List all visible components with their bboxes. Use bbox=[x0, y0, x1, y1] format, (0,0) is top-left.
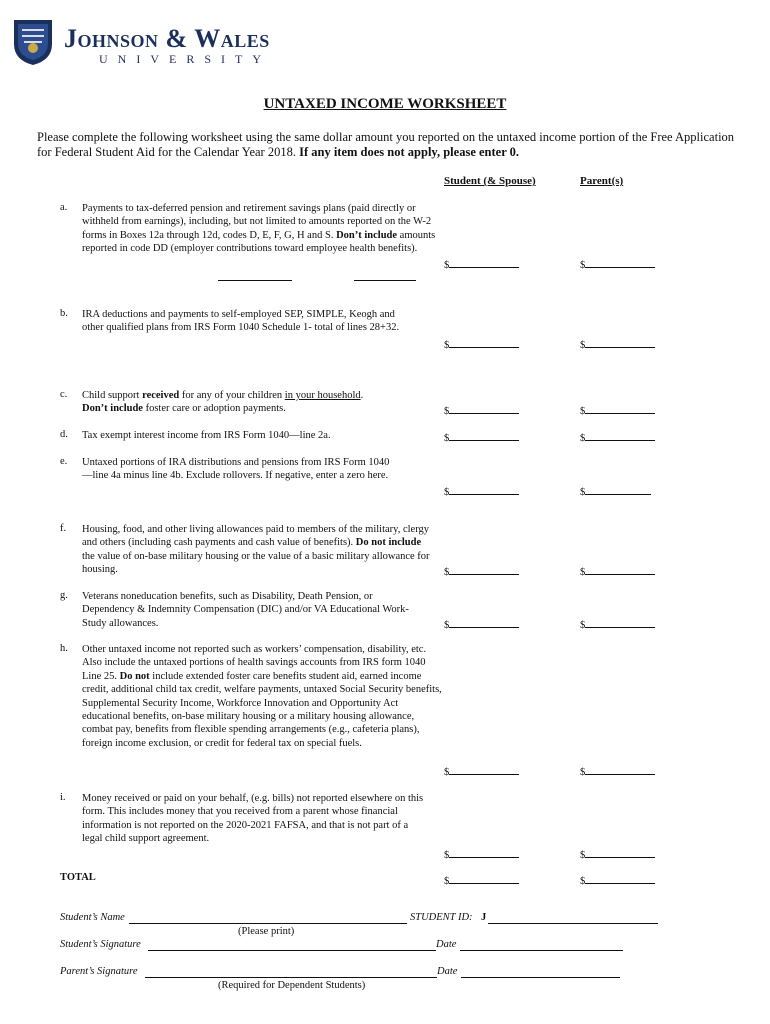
student-id-prefix: J bbox=[481, 912, 487, 923]
parent-date-field[interactable] bbox=[461, 977, 620, 978]
dollar-sign: $ bbox=[580, 850, 586, 861]
item-d-text: Tax exempt interest income from IRS Form 1040—line 2a. bbox=[82, 430, 331, 441]
dollar-sign: $ bbox=[580, 406, 586, 417]
parent-signature-label: Parent’s Signature bbox=[60, 966, 138, 977]
item-f-letter: f. bbox=[60, 523, 67, 534]
intro-paragraph bbox=[37, 130, 737, 160]
intro-text: Please complete the following worksheet using the same dollar amount you reported on the untaxed income portion of the Free Application for Federal Student Aid for the Calendar Year 2018. bbox=[37, 130, 735, 159]
item-c-student-amount[interactable] bbox=[444, 402, 519, 417]
item-d-letter: d. bbox=[60, 429, 68, 440]
dollar-sign: $ bbox=[444, 487, 450, 498]
please-print-note: (Please print) bbox=[238, 926, 295, 937]
dollar-sign: $ bbox=[580, 487, 586, 498]
dollar-sign: $ bbox=[580, 433, 586, 444]
item-c-bold: Don’t include bbox=[82, 403, 143, 415]
student-date-field[interactable] bbox=[460, 950, 623, 951]
item-c-underline: in your household bbox=[284, 390, 361, 401]
column-header-parent: Parent(s) bbox=[580, 175, 624, 187]
item-c-part: Child support bbox=[82, 390, 140, 401]
parent-signature-field[interactable] bbox=[145, 977, 437, 978]
item-e-student-amount[interactable] bbox=[444, 483, 519, 498]
column-header-student: Student (& Spouse) bbox=[444, 175, 536, 187]
item-e-letter: e. bbox=[60, 456, 68, 467]
item-f-bold: Do not include bbox=[355, 537, 422, 549]
dollar-sign: $ bbox=[580, 620, 586, 631]
dollar-sign: $ bbox=[444, 260, 450, 271]
item-a-text bbox=[82, 202, 452, 256]
dollar-sign: $ bbox=[580, 260, 586, 271]
item-i-parent-amount[interactable] bbox=[580, 846, 655, 861]
item-i-student-amount[interactable] bbox=[444, 846, 519, 861]
item-a-part: Payments to tax-deferred pension and retirement savings plans (paid directly or withheld from earnings), including, but not limited to amounts reported on the W-2 forms in Boxes 12a through 12d, codes D, E, F, G, H and S. bbox=[82, 203, 432, 241]
item-c-part: foster care or adoption payments. bbox=[145, 403, 286, 415]
logo-university: UNIVERSITY bbox=[99, 52, 271, 66]
item-g-parent-amount[interactable] bbox=[580, 616, 655, 631]
item-c-text bbox=[82, 389, 452, 416]
item-d-student-amount[interactable] bbox=[444, 429, 519, 444]
item-b-parent-amount[interactable] bbox=[580, 336, 655, 351]
item-i-letter: i. bbox=[60, 792, 66, 803]
item-h-parent-amount[interactable] bbox=[580, 763, 655, 778]
item-f-part: the value of on-base military housing or the value of a basic military allowance for housing. bbox=[82, 550, 430, 576]
dollar-sign: $ bbox=[444, 340, 450, 351]
item-h-text bbox=[82, 643, 447, 750]
item-d-parent-amount[interactable] bbox=[580, 429, 655, 444]
parent-date-label: Date bbox=[437, 966, 458, 977]
item-b-student-amount[interactable] bbox=[444, 336, 519, 351]
logo-wordmark: Johnson & Wales bbox=[64, 24, 270, 53]
item-h-student-amount[interactable] bbox=[444, 763, 519, 778]
item-b-text: IRA deductions and payments to self-employed SEP, SIMPLE, Keogh and other qualified plans from IRS Form 1040 Schedule 1- total of lines 28+32. bbox=[82, 309, 400, 334]
student-name-label: Student’s Name bbox=[60, 912, 125, 923]
blank-line bbox=[354, 280, 416, 281]
item-h-part: Other untaxed income not reported such as workers’ compensation, disability, etc. Also include the untaxed portions of health savings accounts from IRS form 1040 Line 25. bbox=[82, 644, 427, 682]
item-g-text: Veterans noneducation benefits, such as Disability, Death Pension, or Dependency & Indemnity Compensation (DIC) and/or VA Educational Work-Study allowances. bbox=[82, 591, 409, 629]
item-c-part: for any of your children bbox=[181, 390, 283, 401]
item-c-parent-amount[interactable] bbox=[580, 402, 655, 417]
dollar-sign: $ bbox=[444, 620, 450, 631]
total-parent-amount[interactable] bbox=[580, 872, 655, 887]
item-c-bold: received bbox=[142, 390, 180, 401]
dollar-sign: $ bbox=[580, 567, 586, 578]
item-f-parent-amount[interactable] bbox=[580, 563, 655, 578]
item-f-student-amount[interactable] bbox=[444, 563, 519, 578]
item-g-student-amount[interactable] bbox=[444, 616, 519, 631]
item-c-letter: c. bbox=[60, 389, 68, 400]
item-i-text: Money received or paid on your behalf, (e.g. bills) not reported elsewhere on this form. This includes money that you received from a parent whose financial information is not reported on the 2020-2021 FAFSA, and that is not part of a legal child support agreement. bbox=[82, 793, 424, 845]
dollar-sign: $ bbox=[444, 767, 450, 778]
item-h-letter: h. bbox=[60, 643, 68, 654]
dollar-sign: $ bbox=[444, 850, 450, 861]
dollar-sign: $ bbox=[444, 567, 450, 578]
item-e-text: Untaxed portions of IRA distributions and pensions from IRS Form 1040—line 4a minus line 4b. Exclude rollovers. If negative, enter a zero here. bbox=[82, 457, 390, 482]
page-title: UNTAXED INCOME WORKSHEET bbox=[263, 96, 507, 112]
item-a-bold: Don’t include bbox=[336, 229, 398, 241]
required-note: (Required for Dependent Students) bbox=[218, 980, 366, 991]
dollar-sign: $ bbox=[580, 876, 586, 887]
item-g-letter: g. bbox=[60, 590, 68, 601]
student-id-field[interactable] bbox=[488, 923, 658, 924]
item-a-letter: a. bbox=[60, 202, 68, 213]
item-e-parent-amount[interactable] bbox=[580, 483, 651, 498]
total-label: TOTAL bbox=[60, 872, 96, 883]
item-h-bold: Do not bbox=[119, 670, 150, 682]
dollar-sign: $ bbox=[444, 876, 450, 887]
student-date-label: Date bbox=[436, 939, 457, 950]
item-a-parent-amount[interactable] bbox=[580, 256, 655, 271]
dollar-sign: $ bbox=[444, 433, 450, 444]
dollar-sign: $ bbox=[580, 767, 586, 778]
university-shield-logo bbox=[12, 16, 54, 66]
student-id-label: STUDENT ID: bbox=[410, 912, 473, 923]
item-h-part: include extended foster care benefits student aid, earned income credit, additional child tax credit, welfare payments, untaxed Social Security benefits, Supplemental Security Income, Workforce Innovation and Opportunity Act educational benefits, on-base military housing or a military housing allowance, combat pay, benefits from flexible spending arrangements (e.g., cafeteria plans), foreign income exclusion, or credit for federal tax on special fuels. bbox=[82, 670, 442, 749]
item-f-part: Housing, food, and other living allowances paid to members of the military, clergy and others (including cash payments and cash value of benefits). bbox=[82, 524, 430, 549]
blank-line bbox=[218, 280, 292, 281]
dollar-sign: $ bbox=[444, 406, 450, 417]
item-a-student-amount[interactable] bbox=[444, 256, 519, 271]
intro-bold: If any item does not apply, please enter 0. bbox=[299, 145, 520, 159]
item-a-part: amounts reported in code DD (employer contributions toward employee health benefits). bbox=[82, 229, 436, 255]
total-student-amount[interactable] bbox=[444, 872, 519, 887]
item-f-text bbox=[82, 523, 432, 577]
student-signature-field[interactable] bbox=[148, 950, 436, 951]
student-signature-label: Student’s Signature bbox=[60, 939, 141, 950]
dollar-sign: $ bbox=[580, 340, 586, 351]
item-c-part: . bbox=[360, 390, 364, 401]
student-name-field[interactable] bbox=[129, 923, 407, 924]
item-b-letter: b. bbox=[60, 308, 68, 319]
